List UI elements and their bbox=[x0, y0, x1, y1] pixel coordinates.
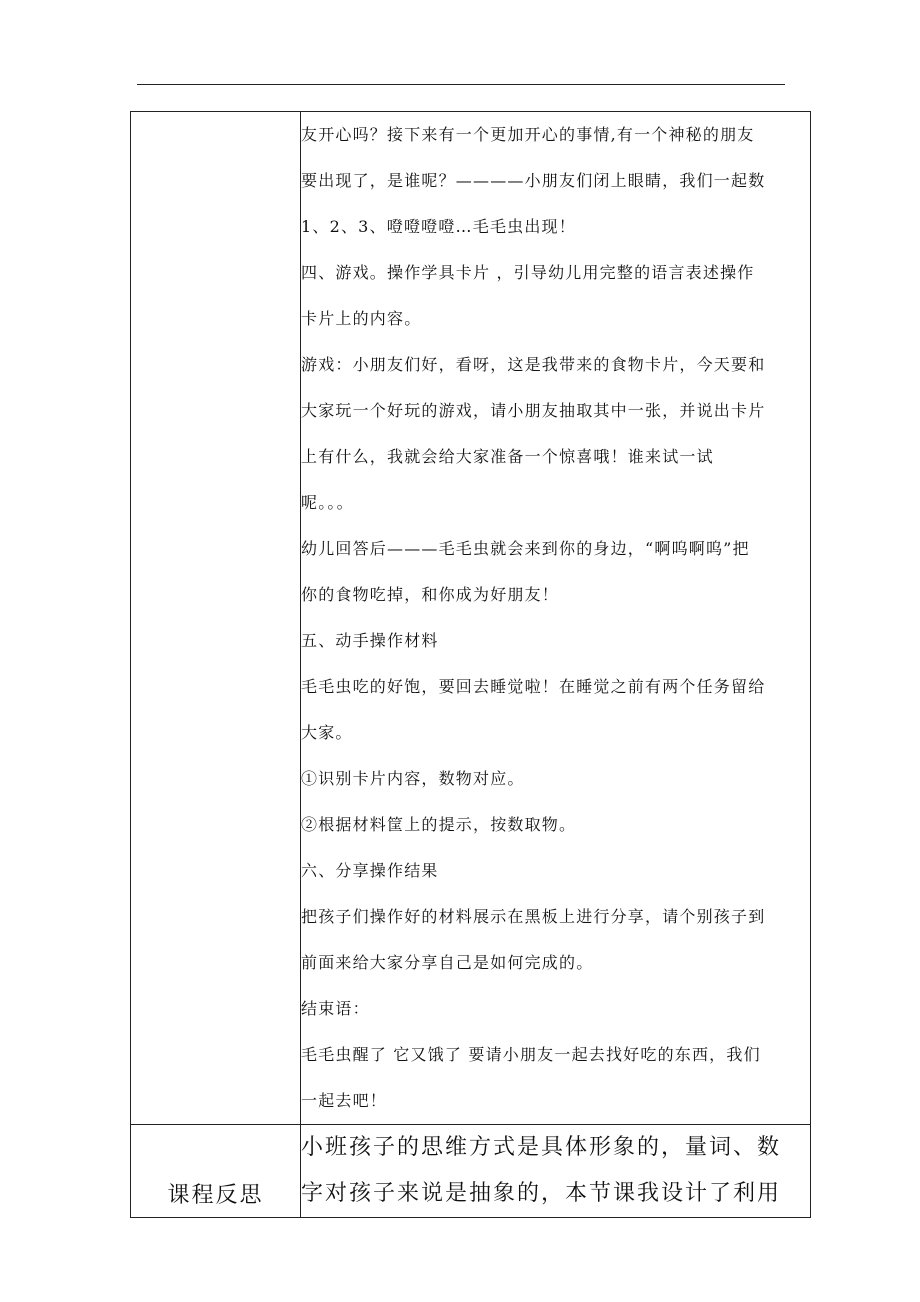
section-heading-hands-on: 五、动手操作材料 bbox=[301, 631, 439, 650]
reflection-line: 字对孩子来说是抽象的，本节课我设计了利用 bbox=[301, 1181, 782, 1206]
content-line: 卡片上的内容。 bbox=[301, 309, 422, 328]
content-line: 大家玩一个好玩的游戏，请小朋友抽取其中一张，并说出卡片 bbox=[301, 401, 766, 420]
empty-label-cell bbox=[131, 112, 301, 1125]
content-line: 毛毛虫吃的好饱，要回去睡觉啦！在睡觉之前有两个任务留给 bbox=[301, 677, 766, 696]
content-line: 一起去吧！ bbox=[301, 1091, 388, 1110]
content-line: 前面来给大家分享自己是如何完成的。 bbox=[301, 953, 594, 972]
content-line: 1、2、3、噔噔噔噔…毛毛虫出现！ bbox=[301, 217, 576, 236]
table-row bbox=[131, 112, 811, 1125]
lesson-content-cell bbox=[301, 112, 811, 1125]
header-rule bbox=[137, 84, 785, 85]
section-heading-game: 四、游戏。操作学具卡片 ，引导幼儿用完整的语言表述操作 bbox=[301, 263, 755, 282]
content-line: 要出现了，是谁呢？————小朋友们闭上眼睛，我们一起数 bbox=[301, 171, 766, 190]
content-line: 友开心吗？接下来有一个更加开心的事情,有一个神秘的朋友 bbox=[301, 125, 755, 144]
closing-heading: 结束语： bbox=[301, 999, 370, 1018]
content-line: 你的食物吃掉，和你成为好朋友！ bbox=[301, 585, 560, 604]
reflection-label-cell bbox=[131, 1125, 301, 1218]
task-item-1: ①识别卡片内容，数物对应。 bbox=[301, 769, 525, 788]
table-row bbox=[131, 1125, 811, 1218]
lesson-plan-table bbox=[130, 111, 811, 1218]
content-line: 大家。 bbox=[301, 723, 353, 742]
content-line: 把孩子们操作好的材料展示在黑板上进行分享，请个别孩子到 bbox=[301, 907, 766, 926]
reflection-line: 小班孩子的思维方式是具体形象的，量词、数 bbox=[301, 1135, 782, 1160]
content-line: 幼儿回答后———毛毛虫就会来到你的身边，“啊呜啊呜”把 bbox=[301, 539, 750, 558]
content-line: 毛毛虫醒了 它又饿了 要请小朋友一起去找好吃的东西，我们 bbox=[301, 1045, 761, 1064]
content-line: 呢。。。 bbox=[301, 493, 354, 512]
content-line: 上有什么，我就会给大家准备一个惊喜哦！谁来试一试 bbox=[301, 447, 714, 466]
content-line: 游戏：小朋友们好，看呀，这是我带来的食物卡片，今天要和 bbox=[301, 355, 766, 374]
reflection-content-cell bbox=[301, 1125, 811, 1218]
task-item-2: ②根据材料筐上的提示，按数取物。 bbox=[301, 815, 577, 834]
reflection-label: 课程反思 bbox=[167, 1182, 264, 1208]
section-heading-share: 六、分享操作结果 bbox=[301, 861, 439, 880]
